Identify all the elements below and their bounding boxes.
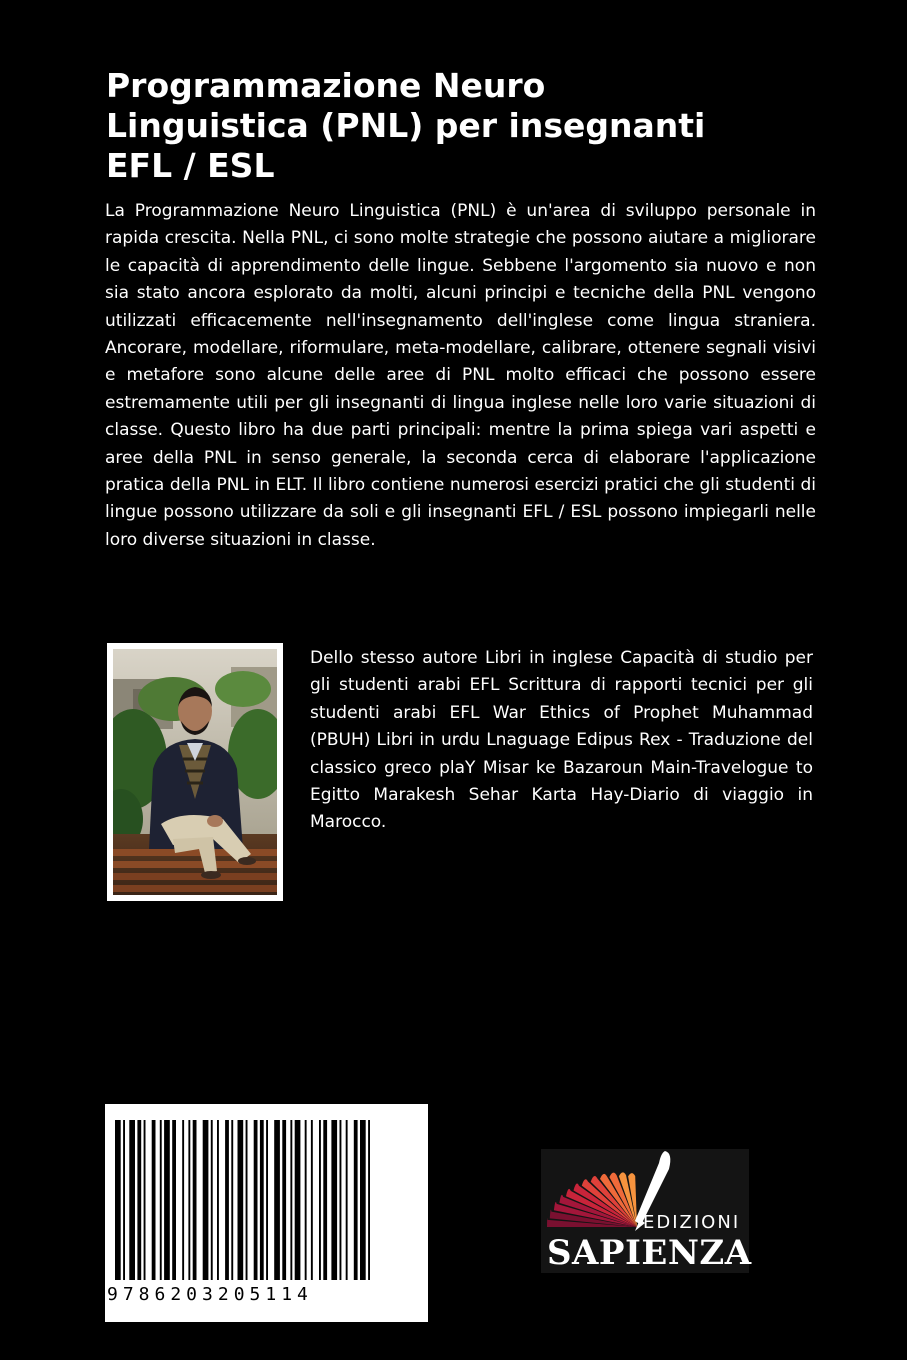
barcode-bar xyxy=(354,1120,358,1280)
barcode-bar xyxy=(295,1120,301,1280)
barcode-bar xyxy=(129,1120,135,1280)
barcode-bar xyxy=(164,1120,170,1280)
publisher-logo xyxy=(541,1149,752,1273)
title-line-1: Programmazione Neuro xyxy=(106,66,546,105)
barcode-bar xyxy=(282,1120,286,1280)
barcode-bar xyxy=(211,1120,213,1280)
barcode-bar xyxy=(172,1120,176,1280)
barcode-bar xyxy=(360,1120,366,1280)
author-photo xyxy=(107,643,283,901)
title-line-2: Linguistica (PNL) per insegnanti xyxy=(106,106,706,145)
barcode-bar xyxy=(152,1120,156,1280)
barcode-bar xyxy=(319,1120,321,1280)
barcode-bar xyxy=(331,1120,337,1280)
barcode-bar xyxy=(144,1120,146,1280)
barcode-bar xyxy=(311,1120,313,1280)
barcode-bar xyxy=(274,1120,280,1280)
barcode-bar xyxy=(305,1120,307,1280)
isbn-number: 9786203205114 xyxy=(107,1284,313,1305)
book-title xyxy=(106,66,826,186)
barcode-bar xyxy=(323,1120,327,1280)
barcode-bar xyxy=(346,1120,348,1280)
barcode-bar xyxy=(368,1120,370,1280)
author-bibliography: Dello stesso autore Libri in inglese Capacità di studio per gli studenti arabi EFL Scrittura di rapporti tecnici per gli studenti arabi EFL War Ethics of Prophet Muhammad (PBUH) Libri in urdu Lnaguage Edipus Rex - Traduzione del classico greco plaY Misar ke Bazaroun Main-Travelogue to Egitto Marakesh Sehar Karta Hay-Diario di viaggio in Marocco. xyxy=(310,648,813,833)
author-photo-image xyxy=(113,649,277,895)
barcode-bar xyxy=(217,1120,219,1280)
barcode-bar xyxy=(266,1120,268,1280)
barcode-bar xyxy=(160,1120,162,1280)
book-description: La Programmazione Neuro Linguistica (PNL) è un'area di sviluppo personale in rapida crescita. Nella PNL, ci sono molte strategie che possono aiutare a migliorare le capacità di apprendimento delle lingue. Sebbene l'argomento sia nuovo e non sia stato ancora esplorato da molti, alcuni principi e tecniche della PNL vengono utilizzati efficacemente nell'insegnamento dell'inglese come lingua straniera. Ancorare, modellare, riformulare, meta-modellare, calibrare, ottenere segnali visivi e metafore sono alcune delle aree di PNL molto efficaci che possono essere estremamente utili per gli insegnanti di lingua inglese nelle loro varie situazioni di classe. Questo libro ha due parti principali: mentre la prima spiega vari aspetti e aree della PNL in senso generale, la seconda cerca di elaborare l'applicazione pratica della PNL in ELT. Il libro contiene numerosi esercizi pratici che gli studenti di lingue possono utilizzare da soli e gli insegnanti EFL / ESL possono impiegarli nelle loro diverse situazioni in classe. xyxy=(105,201,816,550)
barcode-bar xyxy=(137,1120,141,1280)
barcode-bar xyxy=(231,1120,233,1280)
barcode-bar xyxy=(260,1120,264,1280)
barcode-bar xyxy=(340,1120,342,1280)
isbn-barcode xyxy=(105,1104,428,1322)
barcode-bar xyxy=(115,1120,121,1280)
publisher-edizioni: EDIZIONI xyxy=(643,1212,741,1233)
publisher-sapienza: SAPIENZA xyxy=(547,1233,752,1273)
barcode-bar xyxy=(290,1120,292,1280)
barcode-bar xyxy=(225,1120,229,1280)
barcode-bar xyxy=(193,1120,197,1280)
barcode-bars xyxy=(105,1104,428,1284)
title-line-3: EFL / ESL xyxy=(106,146,275,185)
barcode-bar xyxy=(123,1120,125,1280)
barcode-bar xyxy=(182,1120,184,1280)
barcode-bar xyxy=(238,1120,244,1280)
barcode-bar xyxy=(188,1120,190,1280)
barcode-bar xyxy=(254,1120,258,1280)
barcode-bar xyxy=(246,1120,248,1280)
barcode-bar xyxy=(203,1120,209,1280)
